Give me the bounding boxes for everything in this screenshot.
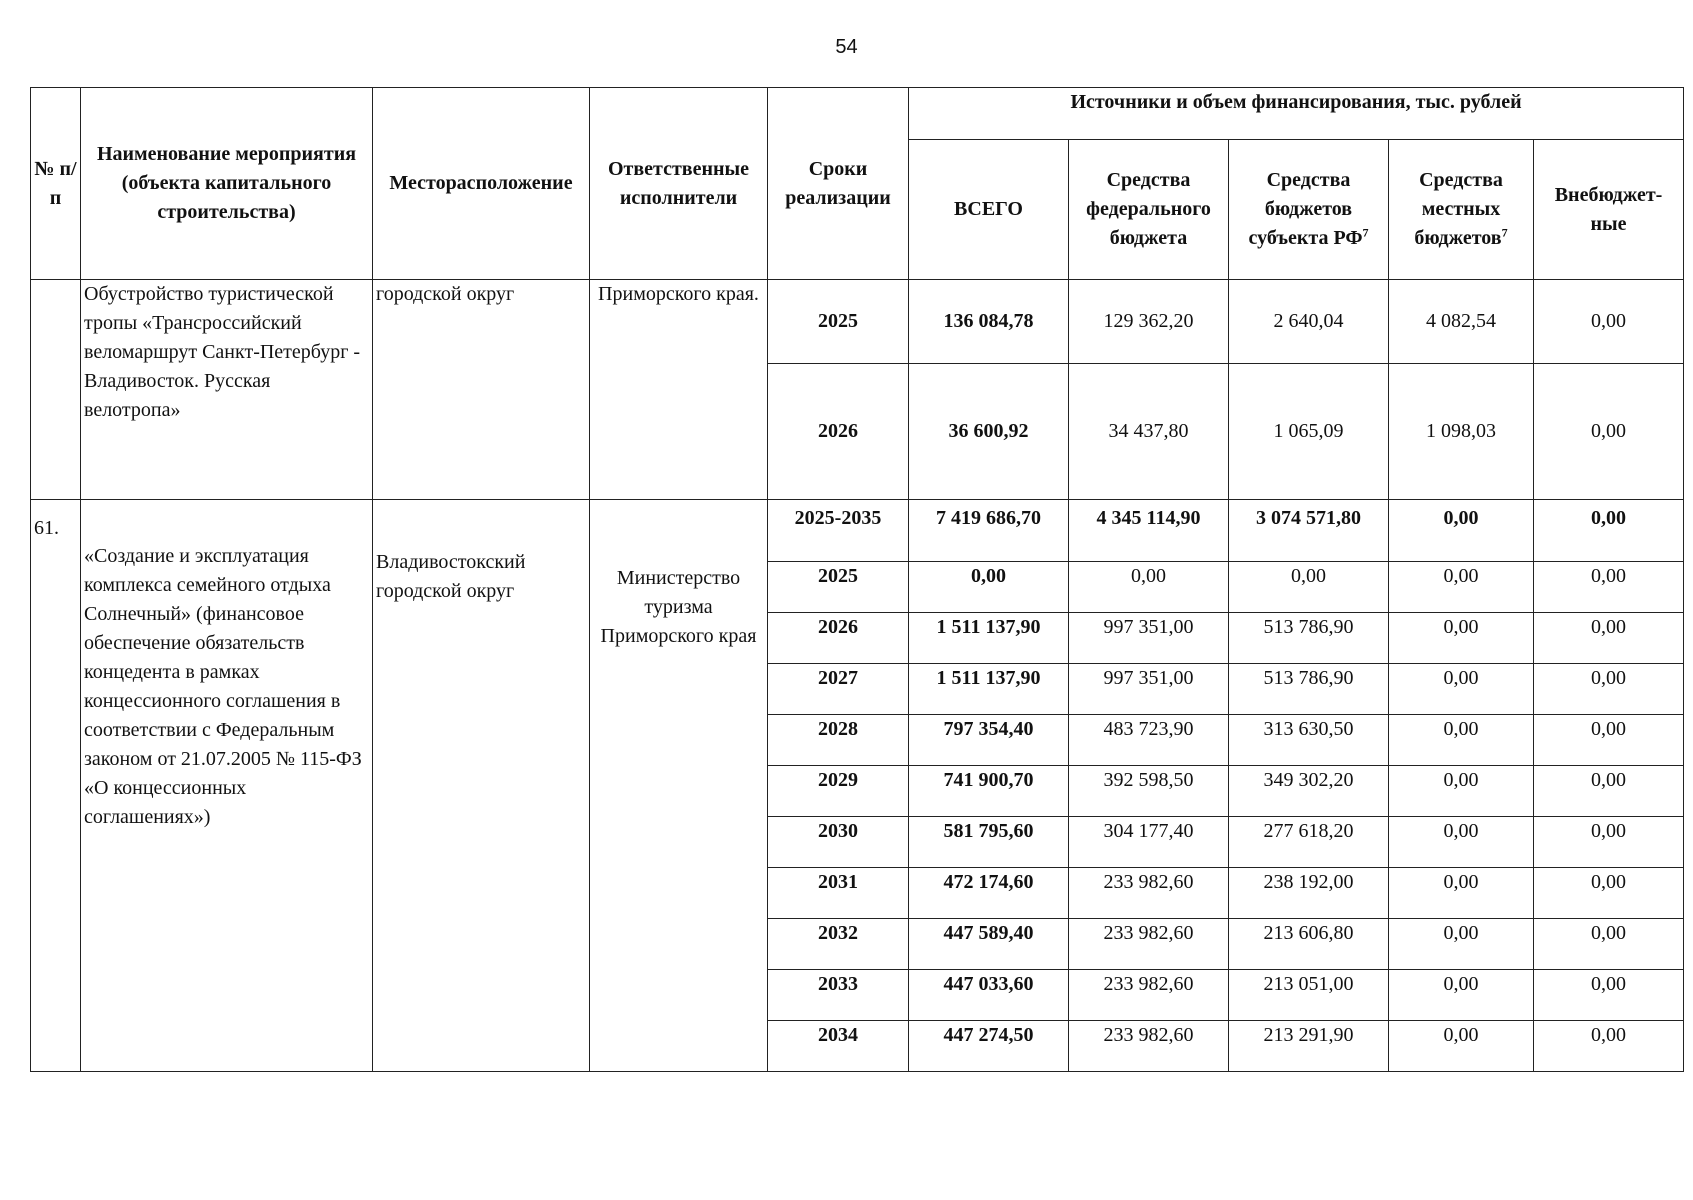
block2-row-year: 2030: [768, 817, 909, 868]
block2-row-federal: 233 982,60: [1069, 1021, 1229, 1072]
block2-row-extra: 0,00: [1534, 1021, 1684, 1072]
block2-row-total: 1 511 137,90: [909, 664, 1069, 715]
block2-row-federal: 997 351,00: [1069, 664, 1229, 715]
header-subject-footnote: 7: [1362, 225, 1369, 240]
block1-row-total: 36 600,92: [909, 364, 1069, 500]
block1-row-extra: 0,00: [1534, 280, 1684, 364]
block2-row-total: 741 900,70: [909, 766, 1069, 817]
block1-row-extra: 0,00: [1534, 364, 1684, 500]
block2-row-extra: 0,00: [1534, 500, 1684, 562]
block2-row-extra: 0,00: [1534, 970, 1684, 1021]
block2-row-year: 2033: [768, 970, 909, 1021]
block1-row-federal: 129 362,20: [1069, 280, 1229, 364]
block1-name: Обустройство туристической тропы «Трансроссийский веломаршрут Санкт-Петербург - Владивосток. Русская велотропа»: [81, 280, 373, 500]
block1-row-year: 2026: [768, 364, 909, 500]
header-federal: Средства федерального бюджета: [1069, 140, 1229, 280]
block2-row-year: 2027: [768, 664, 909, 715]
block2-row-local: 0,00: [1389, 613, 1534, 664]
block1-row-local: 1 098,03: [1389, 364, 1534, 500]
block2-responsible: Министерство туризма Приморского края: [590, 500, 768, 1072]
block2-row-subject: 0,00: [1229, 562, 1389, 613]
header-responsible: Ответственные исполнители: [590, 88, 768, 280]
block2-name: «Создание и эксплуатация комплекса семейного отдыха Солнечный» (финансовое обеспечение обязательств концедента в рамках концессионного соглашения в соответствии с Федеральным законом от 21.07.2005 № 115-ФЗ «О концессионных соглашениях»): [81, 500, 373, 1072]
block2-row-total: 447 274,50: [909, 1021, 1069, 1072]
block2-row-year: 2029: [768, 766, 909, 817]
block1-responsible: Приморского края.: [590, 280, 768, 500]
block2-num: 61.: [31, 500, 81, 1072]
block2-row-local: 0,00: [1389, 868, 1534, 919]
block2-row-extra: 0,00: [1534, 715, 1684, 766]
block2-row-extra: 0,00: [1534, 817, 1684, 868]
block2-row-year: 2025: [768, 562, 909, 613]
block2-row-federal: 233 982,60: [1069, 970, 1229, 1021]
header-local-footnote: 7: [1501, 225, 1508, 240]
header-local: [1389, 140, 1534, 280]
header-period: Сроки реализации: [768, 88, 909, 280]
block2-row-year: 2028: [768, 715, 909, 766]
block1-row-subject: 2 640,04: [1229, 280, 1389, 364]
block1-location: городской округ: [373, 280, 590, 500]
block2-row-total: 7 419 686,70: [909, 500, 1069, 562]
block2-row-federal: 233 982,60: [1069, 868, 1229, 919]
header-num: № п/п: [31, 88, 81, 280]
block2-row-federal: 0,00: [1069, 562, 1229, 613]
block1-row-federal: 34 437,80: [1069, 364, 1229, 500]
block2-row-federal: 304 177,40: [1069, 817, 1229, 868]
block2-row-local: 0,00: [1389, 817, 1534, 868]
header-sources-title: Источники и объем финансирования, тыс. рублей: [909, 88, 1684, 140]
block2-row-local: 0,00: [1389, 766, 1534, 817]
block2-row-total: 447 033,60: [909, 970, 1069, 1021]
block2-row-local: 0,00: [1389, 1021, 1534, 1072]
block2-row-extra: 0,00: [1534, 919, 1684, 970]
block2-row-year: 2032: [768, 919, 909, 970]
block1-row-year: 2025: [768, 280, 909, 364]
financing-table: [30, 87, 1684, 1072]
block1-num: [31, 280, 81, 500]
block2-row-year: 2031: [768, 868, 909, 919]
block2-row-local: 0,00: [1389, 562, 1534, 613]
block2-location: Владивостокский городской округ: [373, 500, 590, 1072]
block2-row-subject: 213 051,00: [1229, 970, 1389, 1021]
block2-row-year: 2034: [768, 1021, 909, 1072]
header-extra: Внебюджет-ные: [1534, 140, 1684, 280]
page-number: 54: [835, 36, 858, 58]
block2-row-total: 0,00: [909, 562, 1069, 613]
block2-row-federal: 4 345 114,90: [1069, 500, 1229, 562]
block2-row-year: 2025-2035: [768, 500, 909, 562]
header-total: ВСЕГО: [909, 140, 1069, 280]
block2-row-federal: 997 351,00: [1069, 613, 1229, 664]
block2-row-federal: 233 982,60: [1069, 919, 1229, 970]
block2-row-extra: 0,00: [1534, 664, 1684, 715]
header-location: Месторасположение: [373, 88, 590, 280]
block2-row-subject: 213 606,80: [1229, 919, 1389, 970]
header-subject-label: Средства бюджетов субъекта РФ: [1248, 169, 1363, 249]
block2-row-federal: 483 723,90: [1069, 715, 1229, 766]
block2-row-extra: 0,00: [1534, 766, 1684, 817]
block1-row-total: 136 084,78: [909, 280, 1069, 364]
block2-row-federal: 392 598,50: [1069, 766, 1229, 817]
block2-row-subject: 513 786,90: [1229, 664, 1389, 715]
block2-row-total: 797 354,40: [909, 715, 1069, 766]
block2-row-subject: 213 291,90: [1229, 1021, 1389, 1072]
block1-row-subject: 1 065,09: [1229, 364, 1389, 500]
block2-row-total: 1 511 137,90: [909, 613, 1069, 664]
block2-row-year: 2026: [768, 613, 909, 664]
block2-row-total: 472 174,60: [909, 868, 1069, 919]
block2-row-total: 581 795,60: [909, 817, 1069, 868]
block2-row-extra: 0,00: [1534, 868, 1684, 919]
block2-row-local: 0,00: [1389, 500, 1534, 562]
block2-row-total: 447 589,40: [909, 919, 1069, 970]
block2-row-local: 0,00: [1389, 715, 1534, 766]
block2-row-local: 0,00: [1389, 664, 1534, 715]
header-local-label: Средства местных бюджетов: [1414, 169, 1503, 249]
block1-row-local: 4 082,54: [1389, 280, 1534, 364]
block2-row-extra: 0,00: [1534, 562, 1684, 613]
block2-row-subject: 313 630,50: [1229, 715, 1389, 766]
block2-row-local: 0,00: [1389, 970, 1534, 1021]
header-name: Наименование мероприятия (объекта капитального строительства): [81, 88, 373, 280]
block2-row-subject: 513 786,90: [1229, 613, 1389, 664]
block2-row-subject: 3 074 571,80: [1229, 500, 1389, 562]
block2-row-subject: 277 618,20: [1229, 817, 1389, 868]
block2-row-subject: 349 302,20: [1229, 766, 1389, 817]
header-subject: [1229, 140, 1389, 280]
block2-row-subject: 238 192,00: [1229, 868, 1389, 919]
block2-row-local: 0,00: [1389, 919, 1534, 970]
block2-row-extra: 0,00: [1534, 613, 1684, 664]
